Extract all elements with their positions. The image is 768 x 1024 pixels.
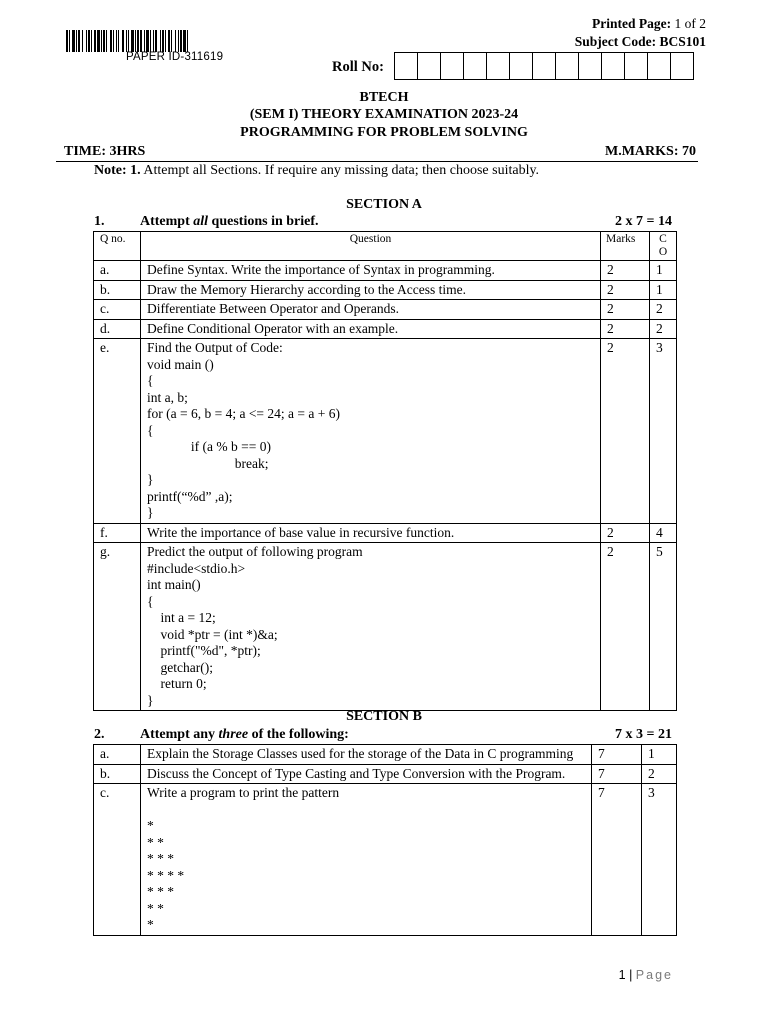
question-line: return 0;: [147, 676, 207, 691]
question-number: g.: [94, 543, 141, 711]
footer-page-number: 1: [618, 968, 626, 982]
instruction-pre: Attempt: [140, 214, 194, 229]
question-co: 4: [650, 523, 677, 543]
section-a-qnumber: 1.: [94, 214, 105, 229]
table-row: [94, 784, 677, 936]
subject-code: [575, 34, 706, 50]
exam-title-program: BTECH: [359, 90, 409, 105]
roll-no-box[interactable]: [487, 53, 510, 79]
question-text: Draw the Memory Hierarchy according to the Access time.: [141, 280, 601, 300]
table-row: [94, 261, 677, 281]
question-line: Predict the output of following program: [147, 544, 363, 559]
question-line: *: [147, 818, 154, 833]
section-b-instruction: [140, 727, 349, 743]
question-text: [141, 784, 592, 936]
header-rule: [56, 161, 698, 162]
question-number: c.: [94, 784, 141, 936]
max-marks-label: M.MARKS: 70: [605, 144, 696, 159]
roll-no-box[interactable]: [602, 53, 625, 79]
question-number: a.: [94, 745, 141, 765]
section-a-title: SECTION A: [346, 197, 422, 212]
footer-page-word: Page: [635, 968, 673, 982]
question-co: 3: [650, 339, 677, 524]
printed-page: [592, 16, 706, 32]
section-b-qnumber: 2.: [94, 727, 105, 742]
table-header-row: [94, 232, 677, 261]
header-co: [650, 232, 677, 261]
time-label: TIME: 3HRS: [64, 144, 146, 159]
question-marks: 2: [601, 319, 650, 339]
section-a-heading: [94, 214, 672, 232]
header-qno: Q no.: [94, 232, 141, 261]
question-co: 5: [650, 543, 677, 711]
question-marks: 2: [601, 339, 650, 524]
note-label: Note:: [94, 163, 127, 178]
question-line: if (a % b == 0): [147, 439, 271, 454]
paper-id: PAPER ID-311619: [126, 51, 224, 63]
roll-no-box[interactable]: [579, 53, 602, 79]
table-row: [94, 339, 677, 524]
instruction-post: questions in brief.: [208, 214, 319, 229]
question-marks: 2: [601, 523, 650, 543]
question-line: int a = 12;: [147, 610, 216, 625]
question-line: * * * *: [147, 867, 185, 883]
printed-page-label: Printed Page:: [592, 16, 672, 31]
header-co-2: O: [658, 246, 668, 258]
question-marks: 7: [592, 764, 642, 784]
section-a-instruction: [140, 214, 319, 230]
roll-no-box[interactable]: [464, 53, 487, 79]
question-marks: 7: [592, 784, 642, 936]
question-text: [141, 339, 601, 524]
question-number: a.: [94, 261, 141, 281]
section-b-title: SECTION B: [346, 709, 422, 724]
question-line: }: [147, 692, 154, 708]
question-text: Write the importance of base value in recursive function.: [141, 523, 601, 543]
question-text: Define Syntax. Write the importance of Syntax in programming.: [141, 261, 601, 281]
question-line: int a, b;: [147, 389, 188, 405]
instruction-pre: Attempt any: [140, 727, 219, 742]
table-row: [94, 764, 677, 784]
roll-no-label: Roll No:: [332, 59, 384, 75]
header-question: Question: [141, 232, 601, 261]
question-line: #include<stdio.h>: [147, 560, 246, 576]
instruction-post: of the following:: [248, 727, 349, 742]
question-text: Explain the Storage Classes used for the storage of the Data in C programming: [141, 745, 592, 765]
section-b-marks: 7 x 3 = 21: [615, 727, 672, 742]
question-line: }: [147, 505, 154, 520]
question-line: [147, 802, 585, 819]
question-co: 1: [650, 261, 677, 281]
subject-code-label: Subject Code:: [574, 34, 657, 49]
roll-no-box[interactable]: [671, 53, 694, 79]
question-line: {: [147, 422, 154, 438]
exam-title-session: (SEM I) THEORY EXAMINATION 2023-24: [249, 107, 519, 122]
question-number: b.: [94, 280, 141, 300]
roll-no-box[interactable]: [441, 53, 464, 79]
question-line: * *: [147, 900, 164, 916]
question-line: * * *: [147, 884, 174, 899]
question-marks: 2: [601, 300, 650, 320]
roll-no-box[interactable]: [625, 53, 648, 79]
question-text: [141, 543, 601, 711]
footer-separator: |: [629, 968, 633, 982]
question-line: * *: [147, 834, 164, 850]
section-b-table: [93, 744, 677, 936]
exam-title-subject: PROGRAMMING FOR PROBLEM SOLVING: [240, 125, 528, 140]
header-marks: Marks: [601, 232, 650, 261]
roll-no-box[interactable]: [418, 53, 441, 79]
roll-no-box[interactable]: [395, 53, 418, 79]
question-line: * * *: [147, 851, 174, 866]
question-co: 1: [650, 280, 677, 300]
question-line: Find the Output of Code:: [147, 340, 283, 355]
question-line: printf("%d", *ptr);: [147, 643, 261, 658]
page-footer: [619, 968, 673, 982]
question-line: {: [147, 373, 154, 388]
note-text: Attempt all Sections. If require any missing data; then choose suitably.: [143, 163, 540, 178]
question-line: void main (): [147, 356, 214, 372]
question-line: void *ptr = (int *)&a;: [147, 626, 278, 642]
barcode: [66, 30, 296, 52]
question-line: int main(): [147, 577, 201, 592]
question-number: f.: [94, 523, 141, 543]
question-co: 1: [642, 745, 677, 765]
roll-no-box[interactable]: [533, 53, 556, 79]
question-co: 2: [650, 300, 677, 320]
question-line: {: [147, 593, 154, 609]
section-a-marks: 2 x 7 = 14: [615, 214, 672, 229]
instruction-emphasis: three: [218, 727, 249, 742]
question-marks: 2: [601, 543, 650, 711]
question-co: 2: [650, 319, 677, 339]
roll-no-box[interactable]: [648, 53, 671, 79]
question-marks: 2: [601, 261, 650, 281]
question-line: break;: [147, 455, 269, 471]
question-number: d.: [94, 319, 141, 339]
question-co: 2: [642, 764, 677, 784]
table-row: [94, 300, 677, 320]
section-b-heading: [94, 727, 672, 745]
question-line: for (a = 6, b = 4; a <= 24; a = a + 6): [147, 406, 341, 421]
instruction-emphasis: all: [193, 214, 209, 229]
question-line: Write a program to print the pattern: [147, 785, 340, 800]
table-row: [94, 543, 677, 711]
question-line: printf(“%d” ,a);: [147, 488, 233, 504]
question-number: b.: [94, 764, 141, 784]
question-marks: 2: [601, 280, 650, 300]
question-text: Differentiate Between Operator and Operands.: [141, 300, 601, 320]
table-row: [94, 319, 677, 339]
roll-no-box[interactable]: [556, 53, 579, 79]
roll-no-box[interactable]: [510, 53, 533, 79]
question-line: }: [147, 472, 154, 487]
subject-code-value: BCS101: [659, 34, 706, 49]
question-text: Define Conditional Operator with an example.: [141, 319, 601, 339]
question-number: e.: [94, 339, 141, 524]
question-co: 3: [642, 784, 677, 936]
printed-page-value: 1 of 2: [674, 16, 706, 31]
table-row: [94, 523, 677, 543]
question-number: c.: [94, 300, 141, 320]
note-number: 1.: [130, 163, 141, 178]
section-a-table: [93, 231, 677, 711]
question-line: getchar();: [147, 659, 213, 675]
question-text: Discuss the Concept of Type Casting and Type Conversion with the Program.: [141, 764, 592, 784]
note: [94, 163, 539, 179]
table-row: [94, 280, 677, 300]
roll-no-boxes: [394, 52, 694, 80]
question-marks: 7: [592, 745, 642, 765]
header-co-1: C: [659, 233, 667, 245]
question-line: *: [147, 917, 154, 932]
table-row: [94, 745, 677, 765]
